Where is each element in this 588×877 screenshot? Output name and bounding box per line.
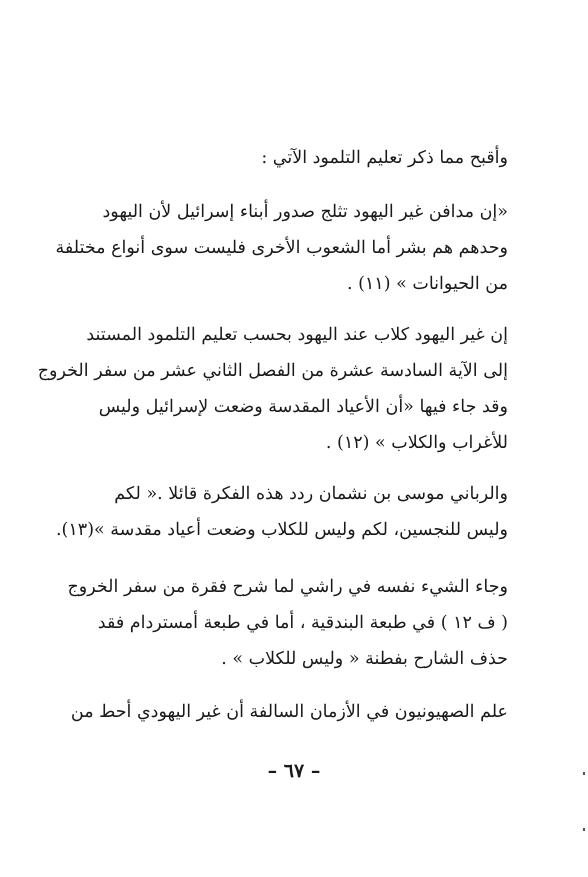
- text-line: وليس للنجسين، لكم وليس للكلاب وضعت أعياد مقدسة »(١٣).: [55, 520, 508, 540]
- paragraph-rashi: [67, 569, 508, 677]
- text-line: وجاء الشيء نفسه في راشي لما شرح فقرة من سفر الخروج: [67, 577, 508, 597]
- text-line: وقد جاء فيها «أن الأعياد المقدسة وضعت لإسرائيل وليس: [98, 397, 508, 417]
- text-line: إن غير اليهود كلاب عند اليهود بحسب تعليم التلمود المستند: [86, 325, 508, 345]
- text-line: علم الصهيونيون في الأزمان السالفة أن غير اليهودي أحط من: [70, 702, 508, 722]
- text-line: «إن مدافن غير اليهود تثلج صدور أبناء إسرائيل لأن اليهود: [102, 202, 508, 222]
- text-line: ( ف ١٢ ) في طبعة البندقية ، أما في طبعة أمستردام فقد: [97, 613, 508, 633]
- margin-mark: [583, 772, 585, 775]
- text-line: وأقبح مما ذكر تعليم التلمود الآتي :: [261, 148, 508, 168]
- text-line: وحدهم هم بشر أما الشعوب الأخرى فليست سوى أنواع مختلفة: [55, 238, 508, 258]
- paragraph-nachman: [55, 476, 508, 548]
- text-line: إلى الآية السادسة عشرة من الفصل الثاني عشر من سفر الخروج: [37, 361, 508, 381]
- paragraph-intro: [96, 140, 508, 176]
- paragraph-dogs: [37, 317, 508, 461]
- text-line: حذف الشارح بفطنة « وليس للكلاب » .: [221, 649, 508, 669]
- page-number: – ٦٧ –: [267, 760, 321, 782]
- text-line: من الحيوانات » (١١) .: [346, 274, 508, 294]
- paragraph-quote-graves: [55, 194, 508, 302]
- text-line: والرباني موسى بن نشمان ردد هذه الفكرة قائلا .« لكم: [114, 484, 508, 504]
- text-line: للأغراب والكلاب » (١٢) .: [325, 433, 508, 453]
- margin-mark: [583, 828, 585, 831]
- paragraph-zionists: [70, 694, 508, 730]
